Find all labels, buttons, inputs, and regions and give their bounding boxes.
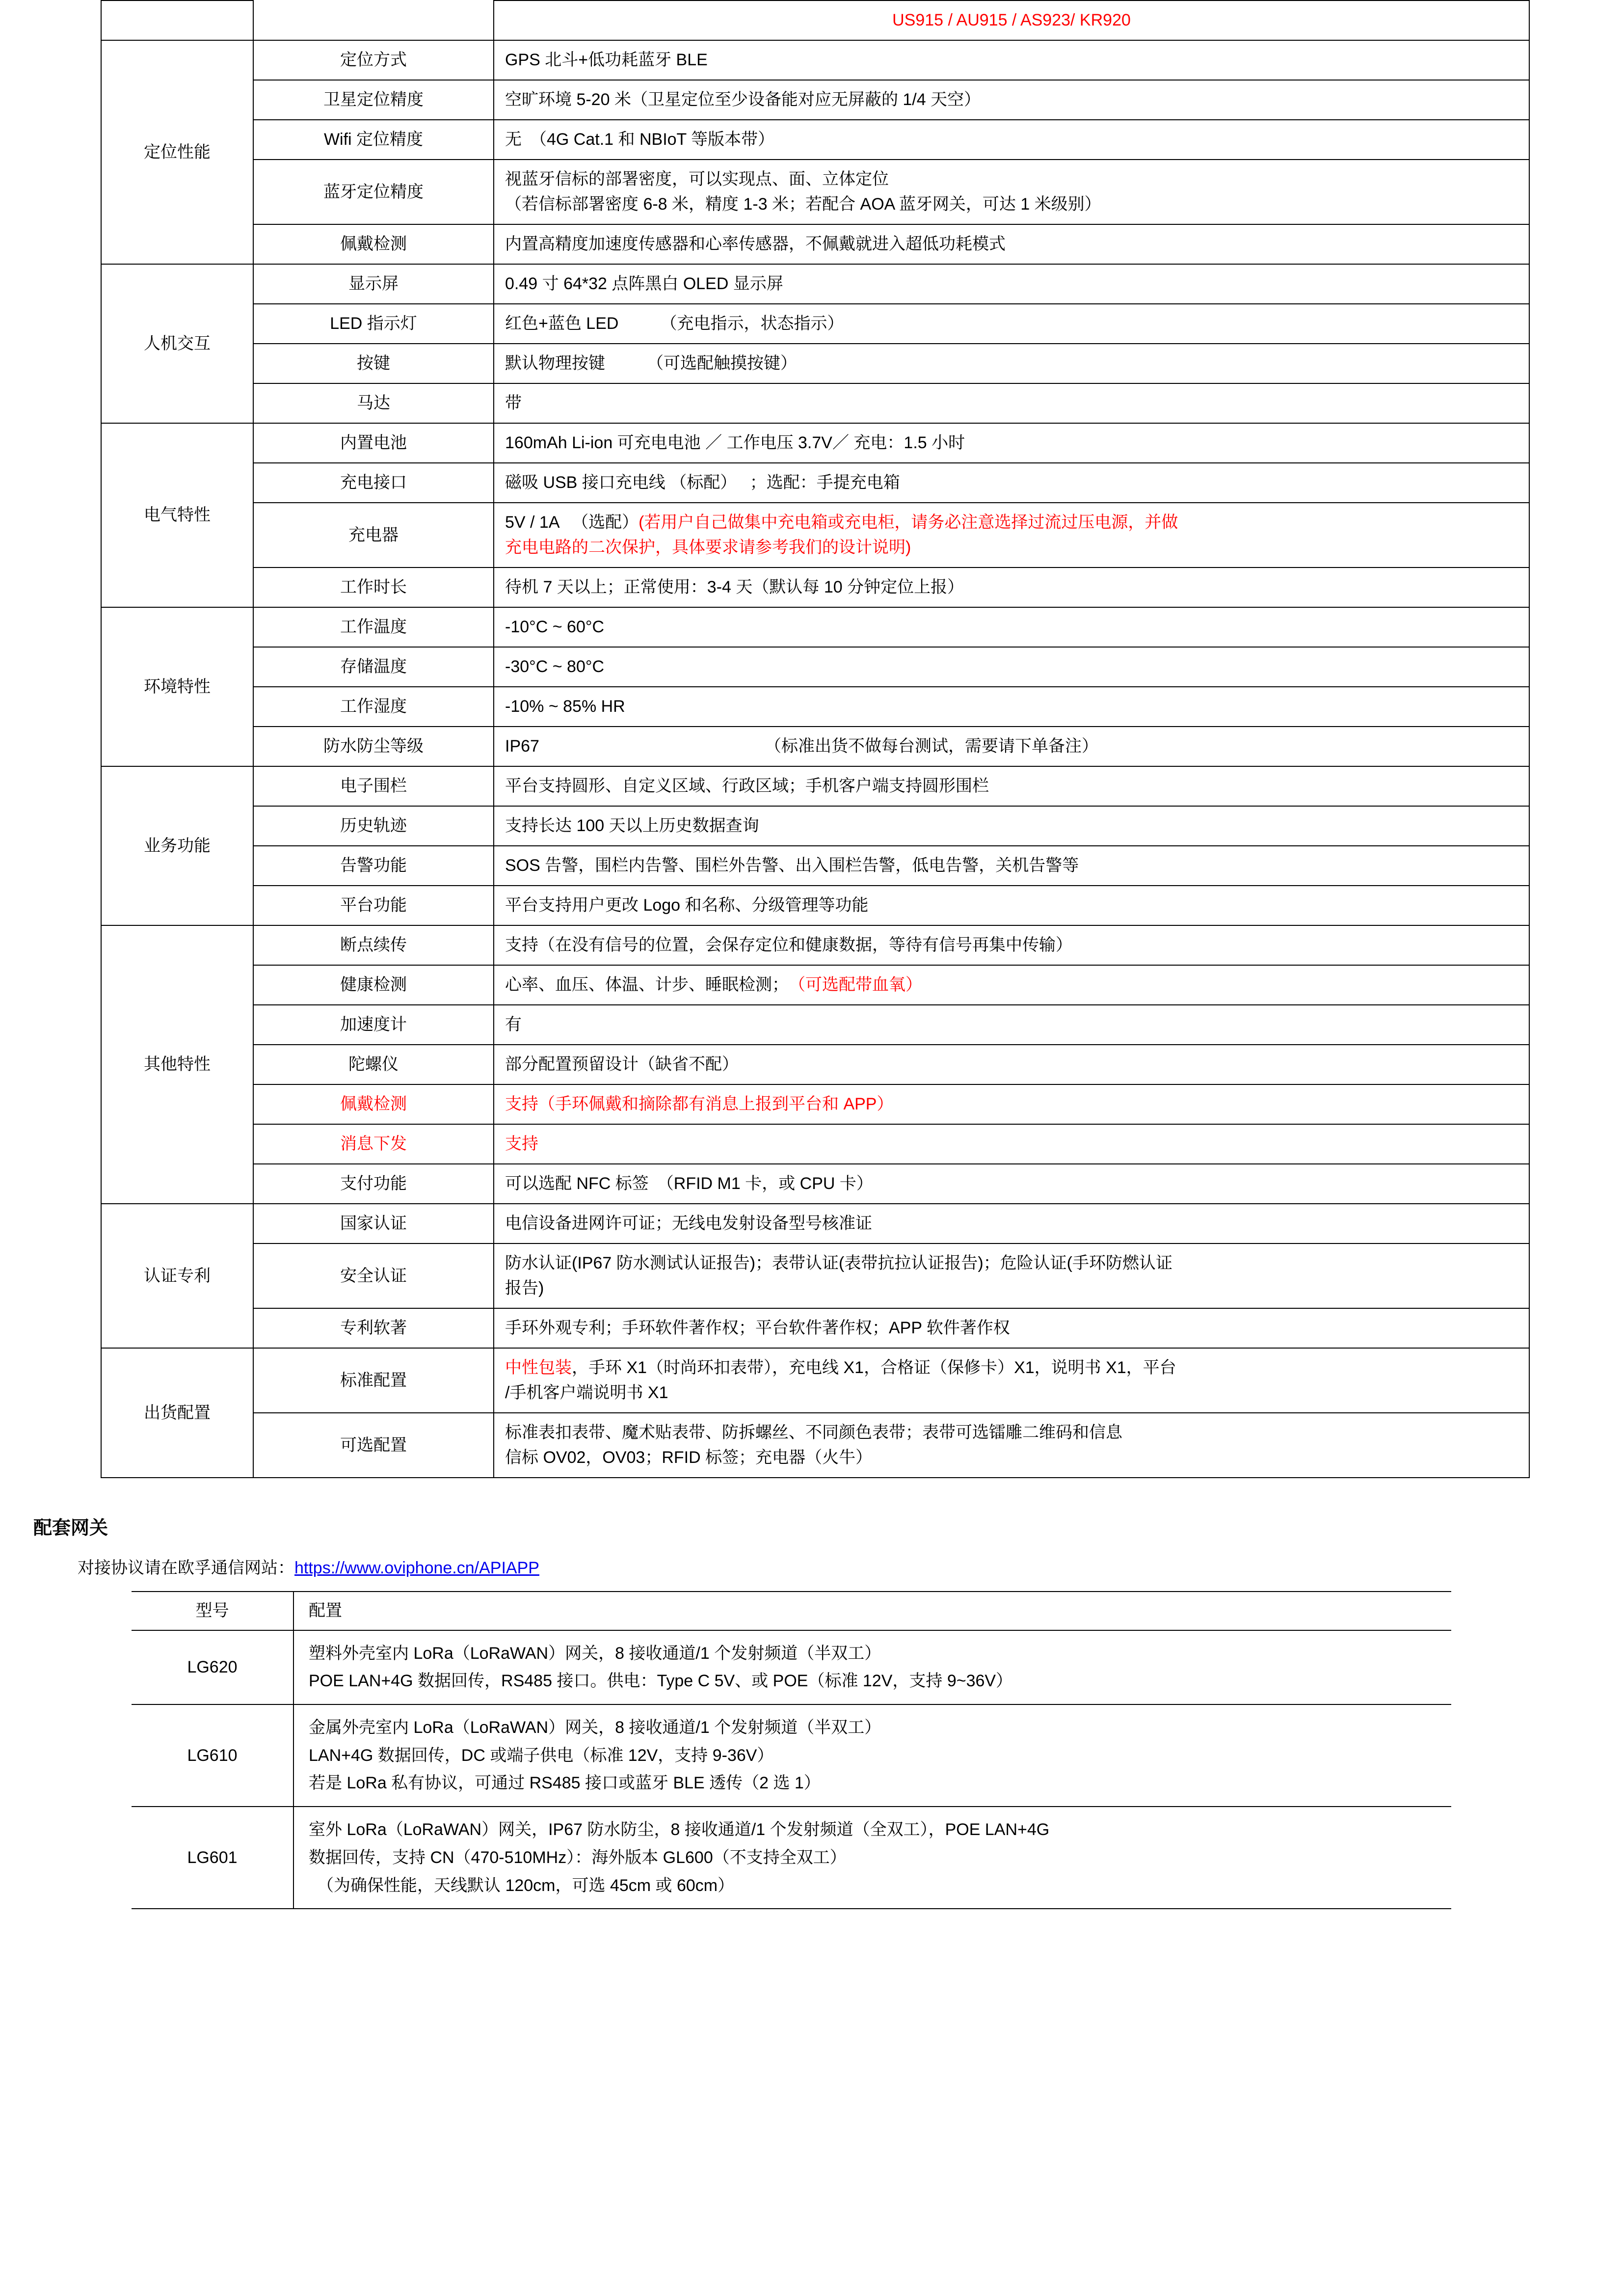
spec-item-cell: 内置电池: [253, 423, 494, 463]
spec-item-cell: 佩戴检测: [253, 1084, 494, 1124]
spec-item-cell: 定位方式: [253, 40, 494, 80]
spec-item-cell: 告警功能: [253, 846, 494, 886]
table-row: [101, 264, 1529, 304]
spec-category-cell: 人机交互: [101, 264, 253, 423]
spec-item-cell: 标准配置: [253, 1348, 494, 1413]
spec-value-cell: 160mAh Li-ion 可充电电池 ／ 工作电压 3.7V／ 充电：1.5 小时: [494, 423, 1529, 463]
table-row: [101, 1348, 1529, 1413]
gateway-config-cell: 塑料外壳室内 LoRa（LoRaWAN）网关，8 接收通道/1 个发射频道（半双工） POE LAN+4G 数据回传，RS485 接口。供电：Type C 5V、或 POE（标准 12V，支持 9~36V）: [293, 1630, 1451, 1704]
table-row: [101, 0, 1529, 40]
gateway-section-title: 配套网关: [33, 1518, 108, 1539]
spec-item-cell: 防水防尘等级: [253, 727, 494, 766]
table-row: [101, 607, 1529, 647]
spec-category-cell: 业务功能: [101, 766, 253, 925]
spec-item-cell: 显示屏: [253, 264, 494, 304]
spec-item-cell: 佩戴检测: [253, 224, 494, 264]
gateway-config-cell: 室外 LoRa（LoRaWAN）网关，IP67 防水防尘，8 接收通道/1 个发射频道（全双工），POE LAN+4G 数据回传，支持 CN（470-510MHz）：海外版本 GL600（不支持全双工） （为确保性能，天线默认 120cm，可选 45cm 或 60cm）: [293, 1807, 1451, 1909]
spec-value-cell: 防水认证(IP67 防水测试认证报告)；表带认证(表带抗拉认证报告)；危险认证(手环防燃认证 报告): [494, 1243, 1529, 1308]
table-row: [101, 687, 1529, 727]
spec-item-cell: 历史轨迹: [253, 806, 494, 846]
table-row: [101, 1204, 1529, 1243]
table-row: [101, 806, 1529, 846]
spec-item-cell: 陀螺仪: [253, 1045, 494, 1084]
table-row: [101, 1005, 1529, 1045]
spec-value-cell: 内置高精度加速度传感器和心率传感器，不佩戴就进入超低功耗模式: [494, 224, 1529, 264]
table-row: [101, 1413, 1529, 1478]
table-row: [101, 40, 1529, 80]
spec-value-cell: 默认物理按键 （可选配触摸按键）: [494, 344, 1529, 383]
table-row: [101, 304, 1529, 344]
spec-item-cell: 充电器: [253, 503, 494, 567]
spec-value-cell: 支持长达 100 天以上历史数据查询: [494, 806, 1529, 846]
spec-value-cell: -30°C ~ 80°C: [494, 647, 1529, 687]
spec-item-cell: 蓝牙定位精度: [253, 160, 494, 224]
gateway-api-link[interactable]: https://www.oviphone.cn/APIAPP: [294, 1559, 539, 1577]
spec-item-cell: 专利软著: [253, 1308, 494, 1348]
spacer-cell: [101, 0, 253, 40]
spec-value-cell: -10°C ~ 60°C: [494, 607, 1529, 647]
spec-value-cell: 标准表扣表带、魔术贴表带、防拆螺丝、不同颜色表带；表带可选镭雕二维码和信息 信标 OV02，OV03；RFID 标签；充电器（火牛）: [494, 1413, 1529, 1478]
table-row: [101, 1124, 1529, 1164]
spec-value-cell: 部分配置预留设计（缺省不配）: [494, 1045, 1529, 1084]
table-row: [101, 224, 1529, 264]
spec-category-cell: 认证专利: [101, 1204, 253, 1348]
table-row: [132, 1704, 1451, 1807]
table-row: [101, 463, 1529, 503]
spec-item-cell: 工作温度: [253, 607, 494, 647]
spec-item-cell: 消息下发: [253, 1124, 494, 1164]
spec-value-cell: 支持: [494, 1124, 1529, 1164]
table-row: [101, 160, 1529, 224]
table-row: [101, 886, 1529, 925]
spec-value-cell: 5V / 1A （选配）(若用户自己做集中充电箱或充电柜，请务必注意选择过流过压电源，并做 充电电路的二次保护，具体要求请参考我们的设计说明): [494, 503, 1529, 567]
spec-category-cell: 定位性能: [101, 40, 253, 264]
spec-item-cell: Wifi 定位精度: [253, 120, 494, 160]
spec-item-cell: 加速度计: [253, 1005, 494, 1045]
spec-value-cell: 红色+蓝色 LED （充电指示，状态指示）: [494, 304, 1529, 344]
spec-category-cell: 电气特性: [101, 423, 253, 607]
spec-value-cell: 待机 7 天以上；正常使用：3-4 天（默认每 10 分钟定位上报）: [494, 567, 1529, 607]
gateway-model-cell: LG601: [132, 1807, 293, 1909]
spec-item-cell: 存储温度: [253, 647, 494, 687]
spec-item-cell: 按键: [253, 344, 494, 383]
table-row: [101, 647, 1529, 687]
table-row: [101, 1084, 1529, 1124]
spec-value-cell: 空旷环境 5-20 米（卫星定位至少设备能对应无屏蔽的 1/4 天空）: [494, 80, 1529, 120]
spec-category-cell: 其他特性: [101, 925, 253, 1204]
table-row: [101, 1243, 1529, 1308]
gateway-header-config: 配置: [293, 1592, 1451, 1630]
gateway-note-text: 对接协议请在欧孚通信网站：: [78, 1559, 294, 1577]
spec-value-cell: 心率、血压、体温、计步、睡眠检测； （可选配带血氧）: [494, 965, 1529, 1005]
spec-value-cell: 平台支持用户更改 Logo 和名称、分级管理等功能: [494, 886, 1529, 925]
specification-table: [101, 0, 1530, 1478]
table-row: [101, 80, 1529, 120]
spec-value-cell: -10% ~ 85% HR: [494, 687, 1529, 727]
spec-item-cell: 可选配置: [253, 1413, 494, 1478]
gateway-model-cell: LG610: [132, 1704, 293, 1807]
spec-category-cell: 出货配置: [101, 1348, 253, 1478]
gateway-config-cell: 金属外壳室内 LoRa（LoRaWAN）网关，8 接收通道/1 个发射频道（半双工） LAN+4G 数据回传，DC 或端子供电（标准 12V，支持 9-36V） 若是 LoRa 私有协议，可通过 RS485 接口或蓝牙 BLE 透传（2 选 1）: [293, 1704, 1451, 1807]
table-row: [132, 1630, 1451, 1704]
gateway-model-cell: LG620: [132, 1630, 293, 1704]
spec-item-cell: 安全认证: [253, 1243, 494, 1308]
spec-value-cell: SOS 告警，围栏内告警、围栏外告警、出入围栏告警，低电告警，关机告警等: [494, 846, 1529, 886]
spec-value-cell: 电信设备进网许可证；无线电发射设备型号核准证: [494, 1204, 1529, 1243]
spec-item-cell: 国家认证: [253, 1204, 494, 1243]
gateway-table: [132, 1591, 1451, 1909]
spec-value-cell: 有: [494, 1005, 1529, 1045]
spec-item-cell: 马达: [253, 383, 494, 423]
table-row: [132, 1807, 1451, 1909]
spec-value-cell: 视蓝牙信标的部署密度，可以实现点、面、立体定位 （若信标部署密度 6-8 米，精度 1-3 米；若配合 AOA 蓝牙网关，可达 1 米级别）: [494, 160, 1529, 224]
spec-value-cell: 带: [494, 383, 1529, 423]
spec-value-cell: 中性包装，手环 X1（时尚环扣表带），充电线 X1，合格证（保修卡）X1，说明书 X1，平台 /手机客户端说明书 X1: [494, 1348, 1529, 1413]
spec-value-cell: 支持（在没有信号的位置，会保存定位和健康数据，等待有信号再集中传输）: [494, 925, 1529, 965]
spec-value-cell: 磁吸 USB 接口充电线 （标配） ；选配：手提充电箱: [494, 463, 1529, 503]
table-row: [101, 1045, 1529, 1084]
gateway-section: [0, 1513, 1623, 1909]
table-row: [101, 1308, 1529, 1348]
gateway-api-note: [33, 1554, 1530, 1578]
table-header-row: [132, 1592, 1451, 1630]
table-row: [101, 120, 1529, 160]
spec-value-cell: 可以选配 NFC 标签 （RFID M1 卡，或 CPU 卡）: [494, 1164, 1529, 1204]
spec-item-cell: 卫星定位精度: [253, 80, 494, 120]
spec-item-cell: 平台功能: [253, 886, 494, 925]
table-row: [101, 766, 1529, 806]
gateway-table-wrapper: [33, 1591, 1530, 1909]
spec-category-cell: 环境特性: [101, 607, 253, 766]
table-row: [101, 344, 1529, 383]
table-row: [101, 503, 1529, 567]
spec-item-cell: LED 指示灯: [253, 304, 494, 344]
spec-value-cell: IP67 （标准出货不做每台测试，需要请下单备注）: [494, 727, 1529, 766]
spec-value-cell: 支持（手环佩戴和摘除都有消息上报到平台和 APP）: [494, 1084, 1529, 1124]
spec-item-cell: 充电接口: [253, 463, 494, 503]
table-row: [101, 965, 1529, 1005]
spec-value-cell: GPS 北斗+低功耗蓝牙 BLE: [494, 40, 1529, 80]
spec-item-cell: 支付功能: [253, 1164, 494, 1204]
table-row: [101, 423, 1529, 463]
table-row: [101, 567, 1529, 607]
spec-item-cell: 电子围栏: [253, 766, 494, 806]
band-label-cell: [253, 0, 494, 40]
spec-item-cell: 断点续传: [253, 925, 494, 965]
spec-value-cell: 平台支持圆形、自定义区域、行政区域；手机客户端支持圆形围栏: [494, 766, 1529, 806]
spec-item-cell: 工作时长: [253, 567, 494, 607]
table-row: [101, 727, 1529, 766]
spec-value-cell: 无 （4G Cat.1 和 NBIoT 等版本带）: [494, 120, 1529, 160]
spec-item-cell: 健康检测: [253, 965, 494, 1005]
spec-value-cell: 手环外观专利；手环软件著作权；平台软件著作权；APP 软件著作权: [494, 1308, 1529, 1348]
table-row: [101, 1164, 1529, 1204]
spec-value-cell: 0.49 寸 64*32 点阵黑白 OLED 显示屏: [494, 264, 1529, 304]
gateway-header-model: 型号: [132, 1592, 293, 1630]
spec-item-cell: 工作湿度: [253, 687, 494, 727]
frequency-band-banner: US915 / AU915 / AS923/ KR920: [494, 0, 1529, 40]
table-row: [101, 925, 1529, 965]
table-row: [101, 846, 1529, 886]
table-row: [101, 383, 1529, 423]
